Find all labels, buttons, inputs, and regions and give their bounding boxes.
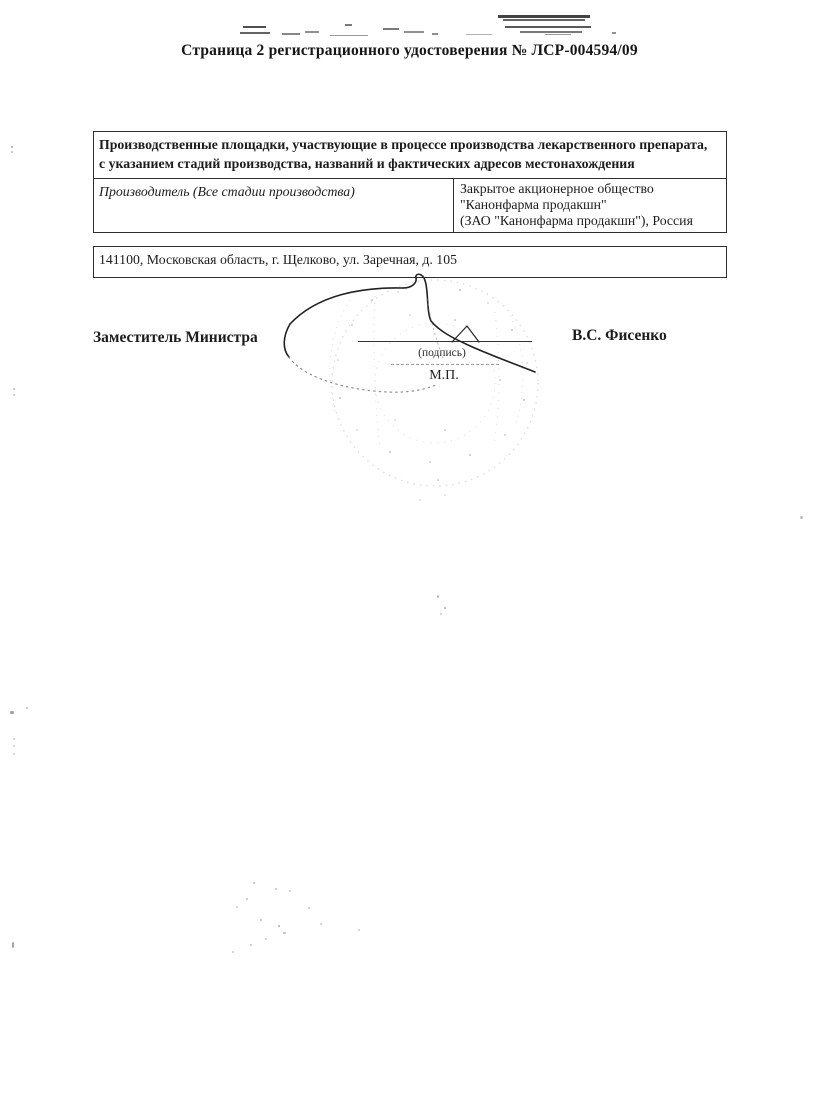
- production-sites-table: [93, 131, 727, 233]
- producer-value-cell: [454, 179, 726, 231]
- stamp-speckles: [337, 289, 528, 501]
- signer-name: В.С. Фисенко: [572, 327, 667, 344]
- producer-label-cell: Производитель (Все стадии производства): [94, 179, 454, 231]
- address-row: 141100, Московская область, г. Щелково, ул. Заречная, д. 105: [93, 246, 727, 278]
- table-header-cell: Производственные площадки, участвующие в процессе производства лекарственного препарата, с указанием стадий производства, названий и фактических адресов местонахождения: [94, 132, 726, 179]
- producer-value-line: "Канонфарма продакшн": [460, 196, 607, 212]
- producer-value-line: Закрытое акционерное общество: [460, 181, 654, 197]
- signer-title: Заместитель Министра: [93, 329, 258, 346]
- seal-label: М.П.: [429, 368, 459, 383]
- producer-value-line: (ЗАО "Канонфарма продакшн"), Россия: [460, 212, 693, 228]
- table-row: [94, 179, 726, 231]
- signature-caption: (подпись): [418, 347, 466, 359]
- page-header: Страница 2 регистрационного удостоверения № ЛСР-004594/09: [181, 42, 638, 59]
- seal-dashed-line: [391, 352, 499, 365]
- signature-line: [358, 328, 532, 342]
